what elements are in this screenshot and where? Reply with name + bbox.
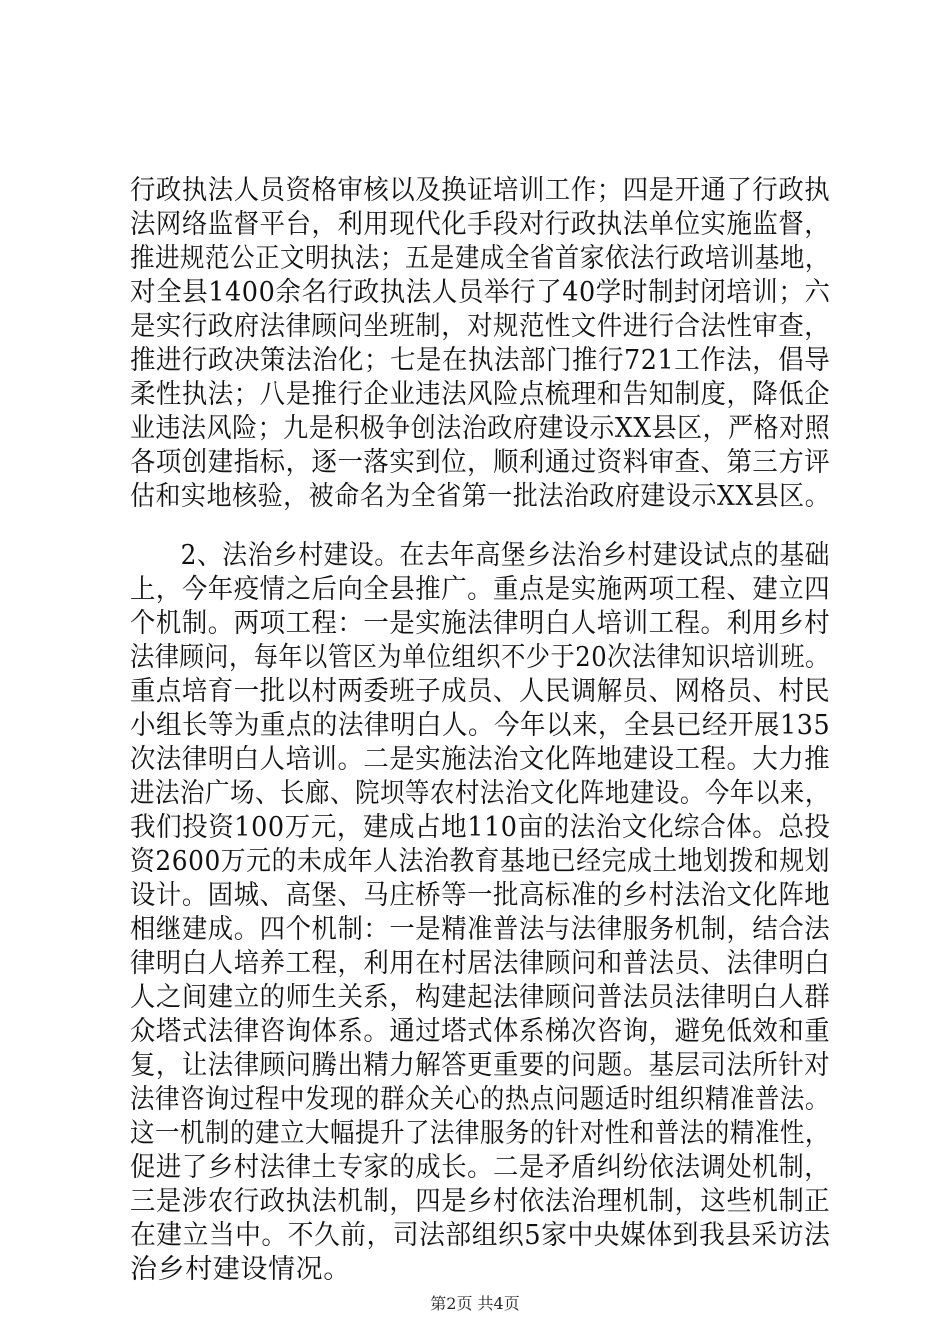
page-footer: 第2页 共4页 [430, 1294, 520, 1313]
text-line: 治乡村建设情况。 [130, 1254, 351, 1285]
text-line: 法律咨询过程中发现的群众关心的热点问题适时组织精准普法。 [130, 1084, 830, 1115]
text-line: 进法治广场、长廊、院坝等农村法治文化阵地建设。今年以来， [130, 778, 830, 809]
text-line: 在建立当中。不久前，司法部组织5家中央媒体到我县采访法 [130, 1220, 831, 1251]
text-line: 2、法治乡村建设。在去年高堡乡法治乡村建设试点的基础 [130, 540, 830, 571]
text-line: 重点培育一批以村两委班子成员、人民调解员、网格员、村民 [130, 676, 831, 707]
text-line: 小组长等为重点的法律明白人。今年以来，全县已经开展135 [130, 710, 831, 741]
text-line: 众塔式法律咨询体系。通过塔式体系梯次咨询，避免低效和重 [130, 1016, 831, 1047]
text-line: 估和实地核验，被命名为全省第一批法治政府建设示XX县区。 [130, 481, 831, 512]
text-line: 上，今年疫情之后向全县推广。重点是实施两项工程、建立四 [130, 574, 831, 605]
text-line: 各项创建指标，逐一落实到位，顺利通过资料审查、第三方评 [130, 447, 831, 478]
text-line: 个机制。两项工程：一是实施法律明白人培训工程。利用乡村 [130, 608, 831, 639]
text-line: 人之间建立的师生关系，构建起法律顾问普法员法律明白人群 [130, 982, 831, 1013]
text-line: 柔性执法；八是推行企业违法风险点梳理和告知制度，降低企 [130, 379, 831, 410]
text-line: 推进行政决策法治化；七是在执法部门推行721工作法，倡导 [130, 345, 831, 376]
text-line: 推进规范公正文明执法；五是建成全省首家依法行政培训基地， [130, 243, 830, 274]
text-line: 法律顾问，每年以管区为单位组织不少于20次法律知识培训班。 [130, 642, 830, 673]
text-line: 三是涉农行政执法机制，四是乡村依法治理机制，这些机制正 [130, 1186, 831, 1217]
text-line: 行政执法人员资格审核以及换证培训工作；四是开通了行政执 [130, 175, 831, 206]
text-line: 是实行政府法律顾问坐班制，对规范性文件进行合法性审查， [130, 311, 831, 342]
text-line: 相继建成。四个机制：一是精准普法与法律服务机制，结合法 [130, 914, 831, 945]
text-line: 对全县1400余名行政执法人员举行了40学时制封闭培训；六 [130, 277, 831, 308]
text-line: 促进了乡村法律土专家的成长。二是矛盾纠纷依法调处机制， [130, 1152, 831, 1183]
text-line: 这一机制的建立大幅提升了法律服务的针对性和普法的精准性， [130, 1118, 830, 1149]
text-line: 我们投资100万元，建成占地110亩的法治文化综合体。总投 [130, 812, 831, 843]
text-line: 律明白人培养工程，利用在村居法律顾问和普法员、法律明白 [130, 948, 831, 979]
text-line: 资2600万元的未成年人法治教育基地已经完成土地划拨和规划 [130, 846, 831, 877]
text-line: 次法律明白人培训。二是实施法治文化阵地建设工程。大力推 [130, 744, 831, 775]
text-line: 设计。固城、高堡、马庄桥等一批高标准的乡村法治文化阵地 [130, 880, 831, 911]
text-line: 法网络监督平台，利用现代化手段对行政执法单位实施监督， [130, 209, 831, 240]
text-line: 复，让法律顾问腾出精力解答更重要的问题。基层司法所针对 [130, 1050, 831, 1081]
text-line: 业违法风险；九是积极争创法治政府建设示XX县区，严格对照 [130, 413, 831, 444]
